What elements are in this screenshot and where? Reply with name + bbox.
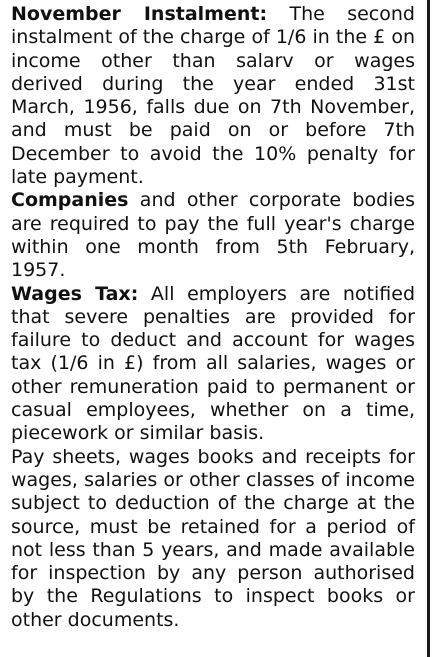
wages-tax-body: All employers are notified that severe penalties are provided for failure to deduct and account for wages tax (1/6 in £) from all salaries, wages or other remuneration paid to permanent or casual employees, whether on a time, piecework or similar basis. [11,282,416,445]
november-instalment-body: The second instalment of the charge of 1/6 in the £ on income other than salarv or wages derived during the year ended 31st March, 1956, falls due on 7th November, and must be paid on or before 7th December to avoid the 10% penalty for late payment. [11,3,415,189]
right-border-rule [427,0,430,657]
wages-tax-heading: Wages Tax: [11,282,139,305]
companies-paragraph [11,189,415,282]
companies-body: and other corporate bodies are required to pay the full year's charge within one month from 5th February, 1957. [11,189,415,282]
wages-tax-paragraph [11,283,415,446]
november-instalment-heading: November Instalment: [11,3,268,25]
companies-heading: Companies [11,189,129,212]
pay-sheets-paragraph: Pay sheets, wages books and receipts for wages, salaries or other classes of income subject to deduction of the charge at the source, must be retained for a period of not less than 5 years, and made available for inspection by any person authorised by the Regulations to inspect books or other documents. [11,445,415,631]
november-instalment-paragraph [11,3,415,189]
notice-text [11,3,415,632]
